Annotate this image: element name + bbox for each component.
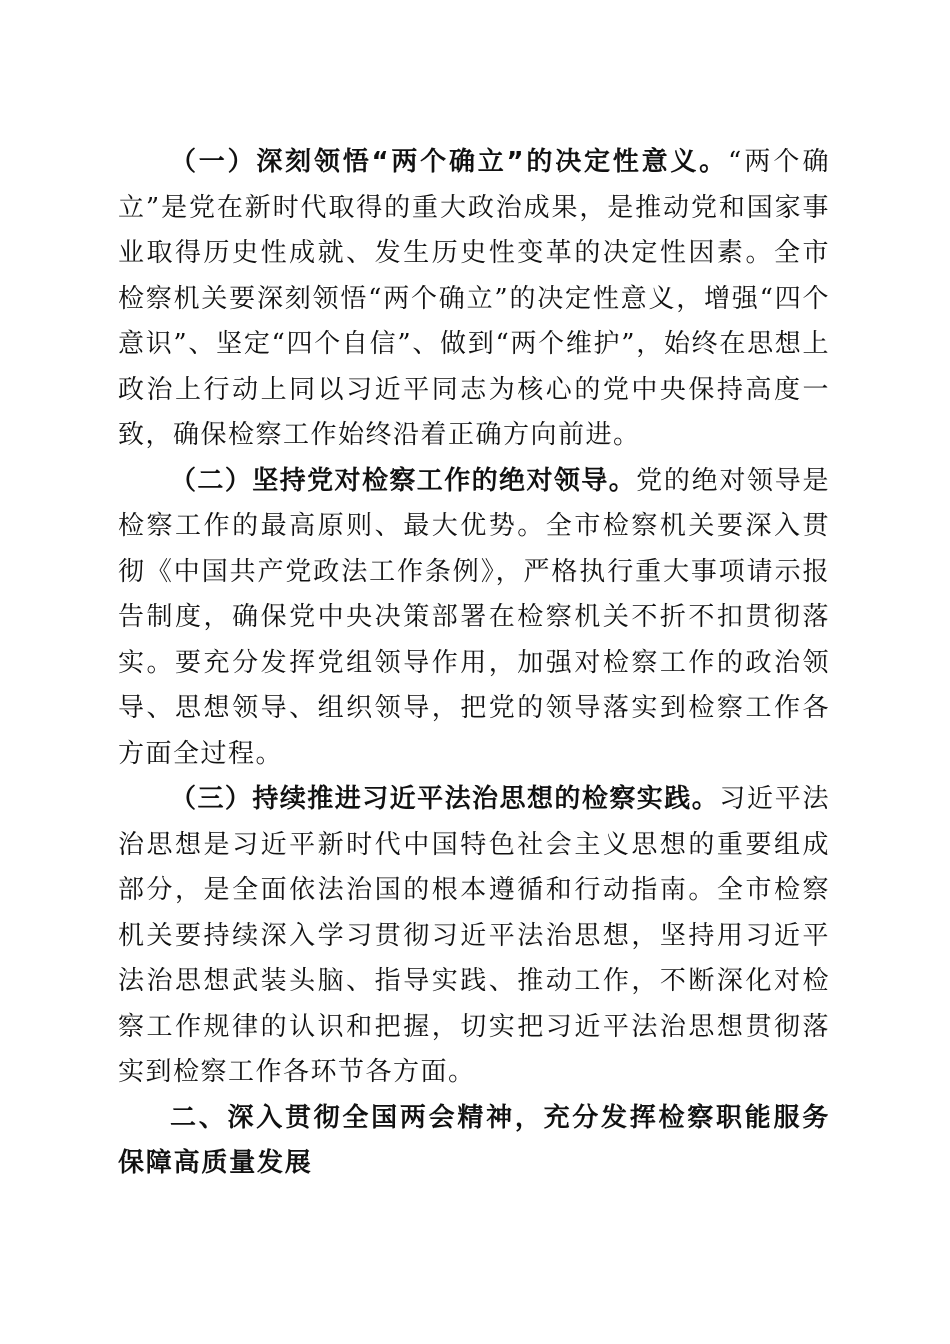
paragraph-3-lead: （三）持续推进习近平法治思想的检察实践。 — [170, 784, 720, 814]
paragraph-3 — [118, 777, 830, 1096]
section-heading: 二、深入贯彻全国两会精神，充分发挥检察职能服务保障高质量发展 — [118, 1102, 830, 1178]
paragraph-2 — [118, 459, 830, 778]
paragraph-1 — [118, 140, 830, 459]
document-body — [118, 140, 830, 1187]
paragraph-3-body: 习近平法治思想是习近平新时代中国特色社会主义思想的重要组成部分，是全面依法治国的根本遵循和行动指南。全市检察机关要持续深入学习贯彻习近平法治思想，坚持用习近平法治思想武装头脑、指导实践、推动工作，不断深化对检察工作规律的认识和把握，切实把习近平法治思想贯彻落实到检察工作各环节各方面。 — [118, 784, 830, 1087]
paragraph-2-body: 党的绝对领导是检察工作的最高原则、最大优势。全市检察机关要深入贯彻《中国共产党政法工作条例》，严格执行重大事项请示报告制度，确保党中央决策部署在检察机关不折不扣贯彻落实。要充分发挥党组领导作用，加强对检察工作的政治领导、思想领导、组织领导，把党的领导落实到检察工作各方面全过程。 — [118, 465, 830, 769]
paragraph-1-body: “两个确立”是党在新时代取得的重大政治成果，是推动党和国家事业取得历史性成就、发生历史性变革的决定性因素。全市检察机关要深刻领悟“两个确立”的决定性意义，增强“四个意识”、坚定“四个自信”、做到“两个维护”，始终在思想上政治上行动上同以习近平同志为核心的党中央保持高度一致，确保检察工作始终沿着正确方向前进。 — [118, 147, 830, 450]
paragraph-2-lead: （二）坚持党对检察工作的绝对领导。 — [170, 465, 637, 496]
paragraph-1-lead: （一）深刻领悟“两个确立”的决定性意义。 — [170, 147, 728, 177]
